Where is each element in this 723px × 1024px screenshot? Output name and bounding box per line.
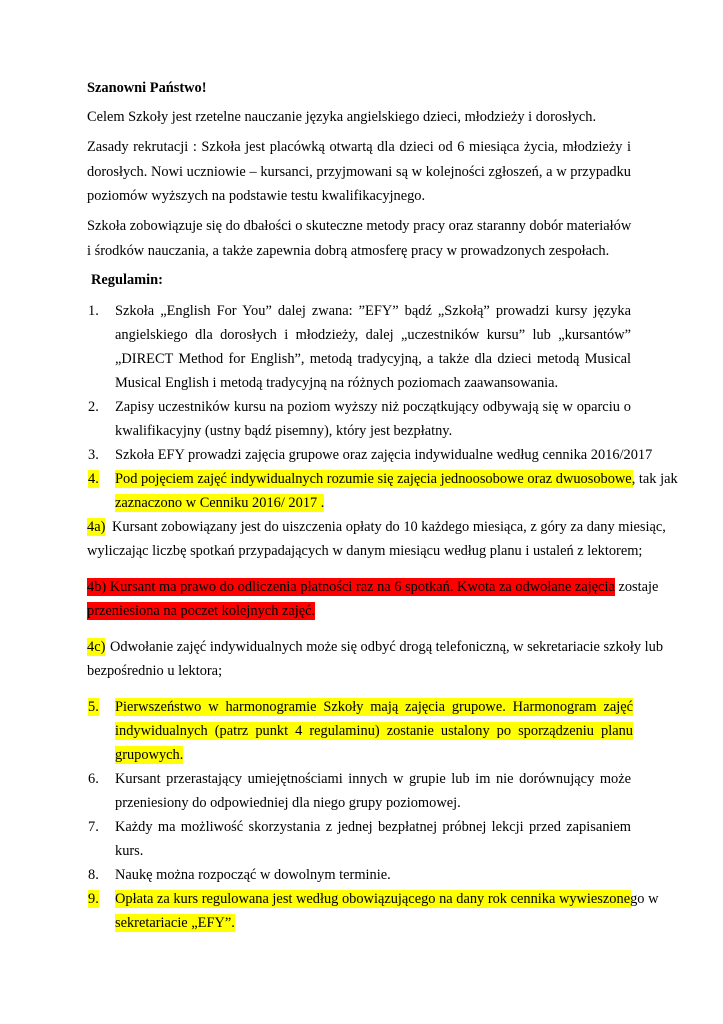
intro-paragraph-3-line: Szkoła zobowiązuje się do dbałości o skuteczne metody pracy oraz staranny dobór materiałów: [87, 218, 632, 234]
list-item-line-highlighted: zaznaczono w Cenniku 2016/ 2017 .: [115, 495, 325, 511]
regulamin-heading: Regulamin:: [91, 272, 163, 288]
sub-item-line: Odwołanie zajęć indywidualnych może się odbyć drogą telefoniczną, w sekretariacie szkoły lub: [110, 639, 664, 655]
sub-item-4b-line-highlighted: przeniesiona na poczet kolejnych zajęć.: [87, 603, 316, 619]
intro-paragraph-2-line: dorosłych. Nowi uczniowie – kursanci, przyjmowani są w kolejności zgłoszeń, a w przypadku: [87, 164, 631, 180]
intro-paragraph-2-line: poziomów wyższych na podstawie testu kwalifikacyjnego.: [87, 188, 426, 204]
list-item-line: „DIRECT Method for English”, metodą tradycyjną, a także dla dzieci metodą Musical: [115, 351, 631, 367]
list-item-line: kwalifikacyjny (ustny bądź pisemny), który jest bezpłatny.: [115, 423, 453, 439]
list-item-line-highlighted: grupowych.: [115, 747, 184, 763]
list-item-number: 8.: [88, 867, 99, 883]
list-item-number: 3.: [88, 447, 99, 463]
list-item-line-highlighted: sekretariacie „EFY”.: [115, 915, 235, 931]
list-item-line-highlighted: Opłata za kurs regulowana jest według obowiązującego na dany rok cennika wywieszonego w: [115, 891, 659, 907]
sub-item-line: bezpośrednio u lektora;: [87, 663, 223, 679]
list-item-line: Szkoła EFY prowadzi zajęcia grupowe oraz zajęcia indywidualne według cennika 2016/2017: [115, 447, 653, 463]
list-item-line: kurs.: [115, 843, 144, 859]
sub-item-label-4c: 4c): [87, 639, 106, 655]
list-item-line: angielskiego dla dorosłych i młodzieży, dalej „uczestników kursu” lub „kursantów”: [115, 327, 631, 343]
list-item-number: 5.: [88, 699, 99, 715]
intro-paragraph-3-line: i środków nauczania, a także zapewnia dobrą atmosferę pracy w prowadzonych zespołach.: [87, 243, 610, 259]
list-item-line: Naukę można rozpocząć w dowolnym terminie.: [115, 867, 391, 883]
sub-item-line: Kursant zobowiązany jest do uiszczenia opłaty do 10 każdego miesiąca, z góry za dany miesiąc,: [112, 519, 666, 535]
list-item-line: Kursant przerastający umiejętnościami innych w grupie lub im nie dorównujący może: [115, 771, 631, 787]
sub-item-line: wyliczając liczbę spotkań przypadających w danym miesiącu według planu i ustaleń z lektorem;: [87, 543, 643, 559]
list-item-line: Zapisy uczestników kursu na poziom wyższy niż początkujący odbywają się w oparciu o: [115, 399, 631, 415]
list-item-number: 6.: [88, 771, 99, 787]
list-item-line-highlighted: Pierwszeństwo w harmonogramie Szkoły mają zajęcia grupowe. Harmonogram zajęć: [115, 699, 633, 715]
list-item-number: 2.: [88, 399, 99, 415]
list-item-line: Każdy ma możliwość skorzystania z jednej bezpłatnej próbnej lekcji przed zapisaniem: [115, 819, 631, 835]
greeting: Szanowni Państwo!: [87, 80, 207, 96]
list-item-line-highlighted: Pod pojęciem zajęć indywidualnych rozumie się zajęcia jednoosobowe oraz dwuosobowe, tak jak: [115, 471, 678, 487]
list-item-line: Musical English i metodą tradycyjną na różnych poziomach zaawansowania.: [115, 375, 559, 391]
list-item-line-highlighted: indywidualnych (patrz punkt 4 regulaminu) zostanie ustalony po sporządzeniu planu: [115, 723, 633, 739]
list-item-line: Szkoła „English For You” dalej zwana: ”EFY” bądź „Szkołą” prowadzi kursy języka: [115, 303, 631, 319]
sub-item-4b-line-highlighted: 4b) Kursant ma prawo do odliczenia płatności raz na 6 spotkań. Kwota za odwołane zajęcia zostaje: [87, 579, 659, 595]
list-item-number: 4.: [88, 471, 99, 487]
intro-paragraph-1: Celem Szkoły jest rzetelne nauczanie języka angielskiego dzieci, młodzieży i dorosłych.: [87, 109, 597, 125]
sub-item-label-4a: 4a): [87, 519, 106, 535]
list-item-number: 9.: [88, 891, 99, 907]
list-item-number: 1.: [88, 303, 99, 319]
list-item-line: przeniesiony do odpowiedniej dla niego grupy poziomowej.: [115, 795, 461, 811]
intro-paragraph-2-line: Zasady rekrutacji : Szkoła jest placówką otwartą dla dzieci od 6 miesiąca życia, młodzieży i: [87, 139, 631, 155]
list-item-number: 7.: [88, 819, 99, 835]
